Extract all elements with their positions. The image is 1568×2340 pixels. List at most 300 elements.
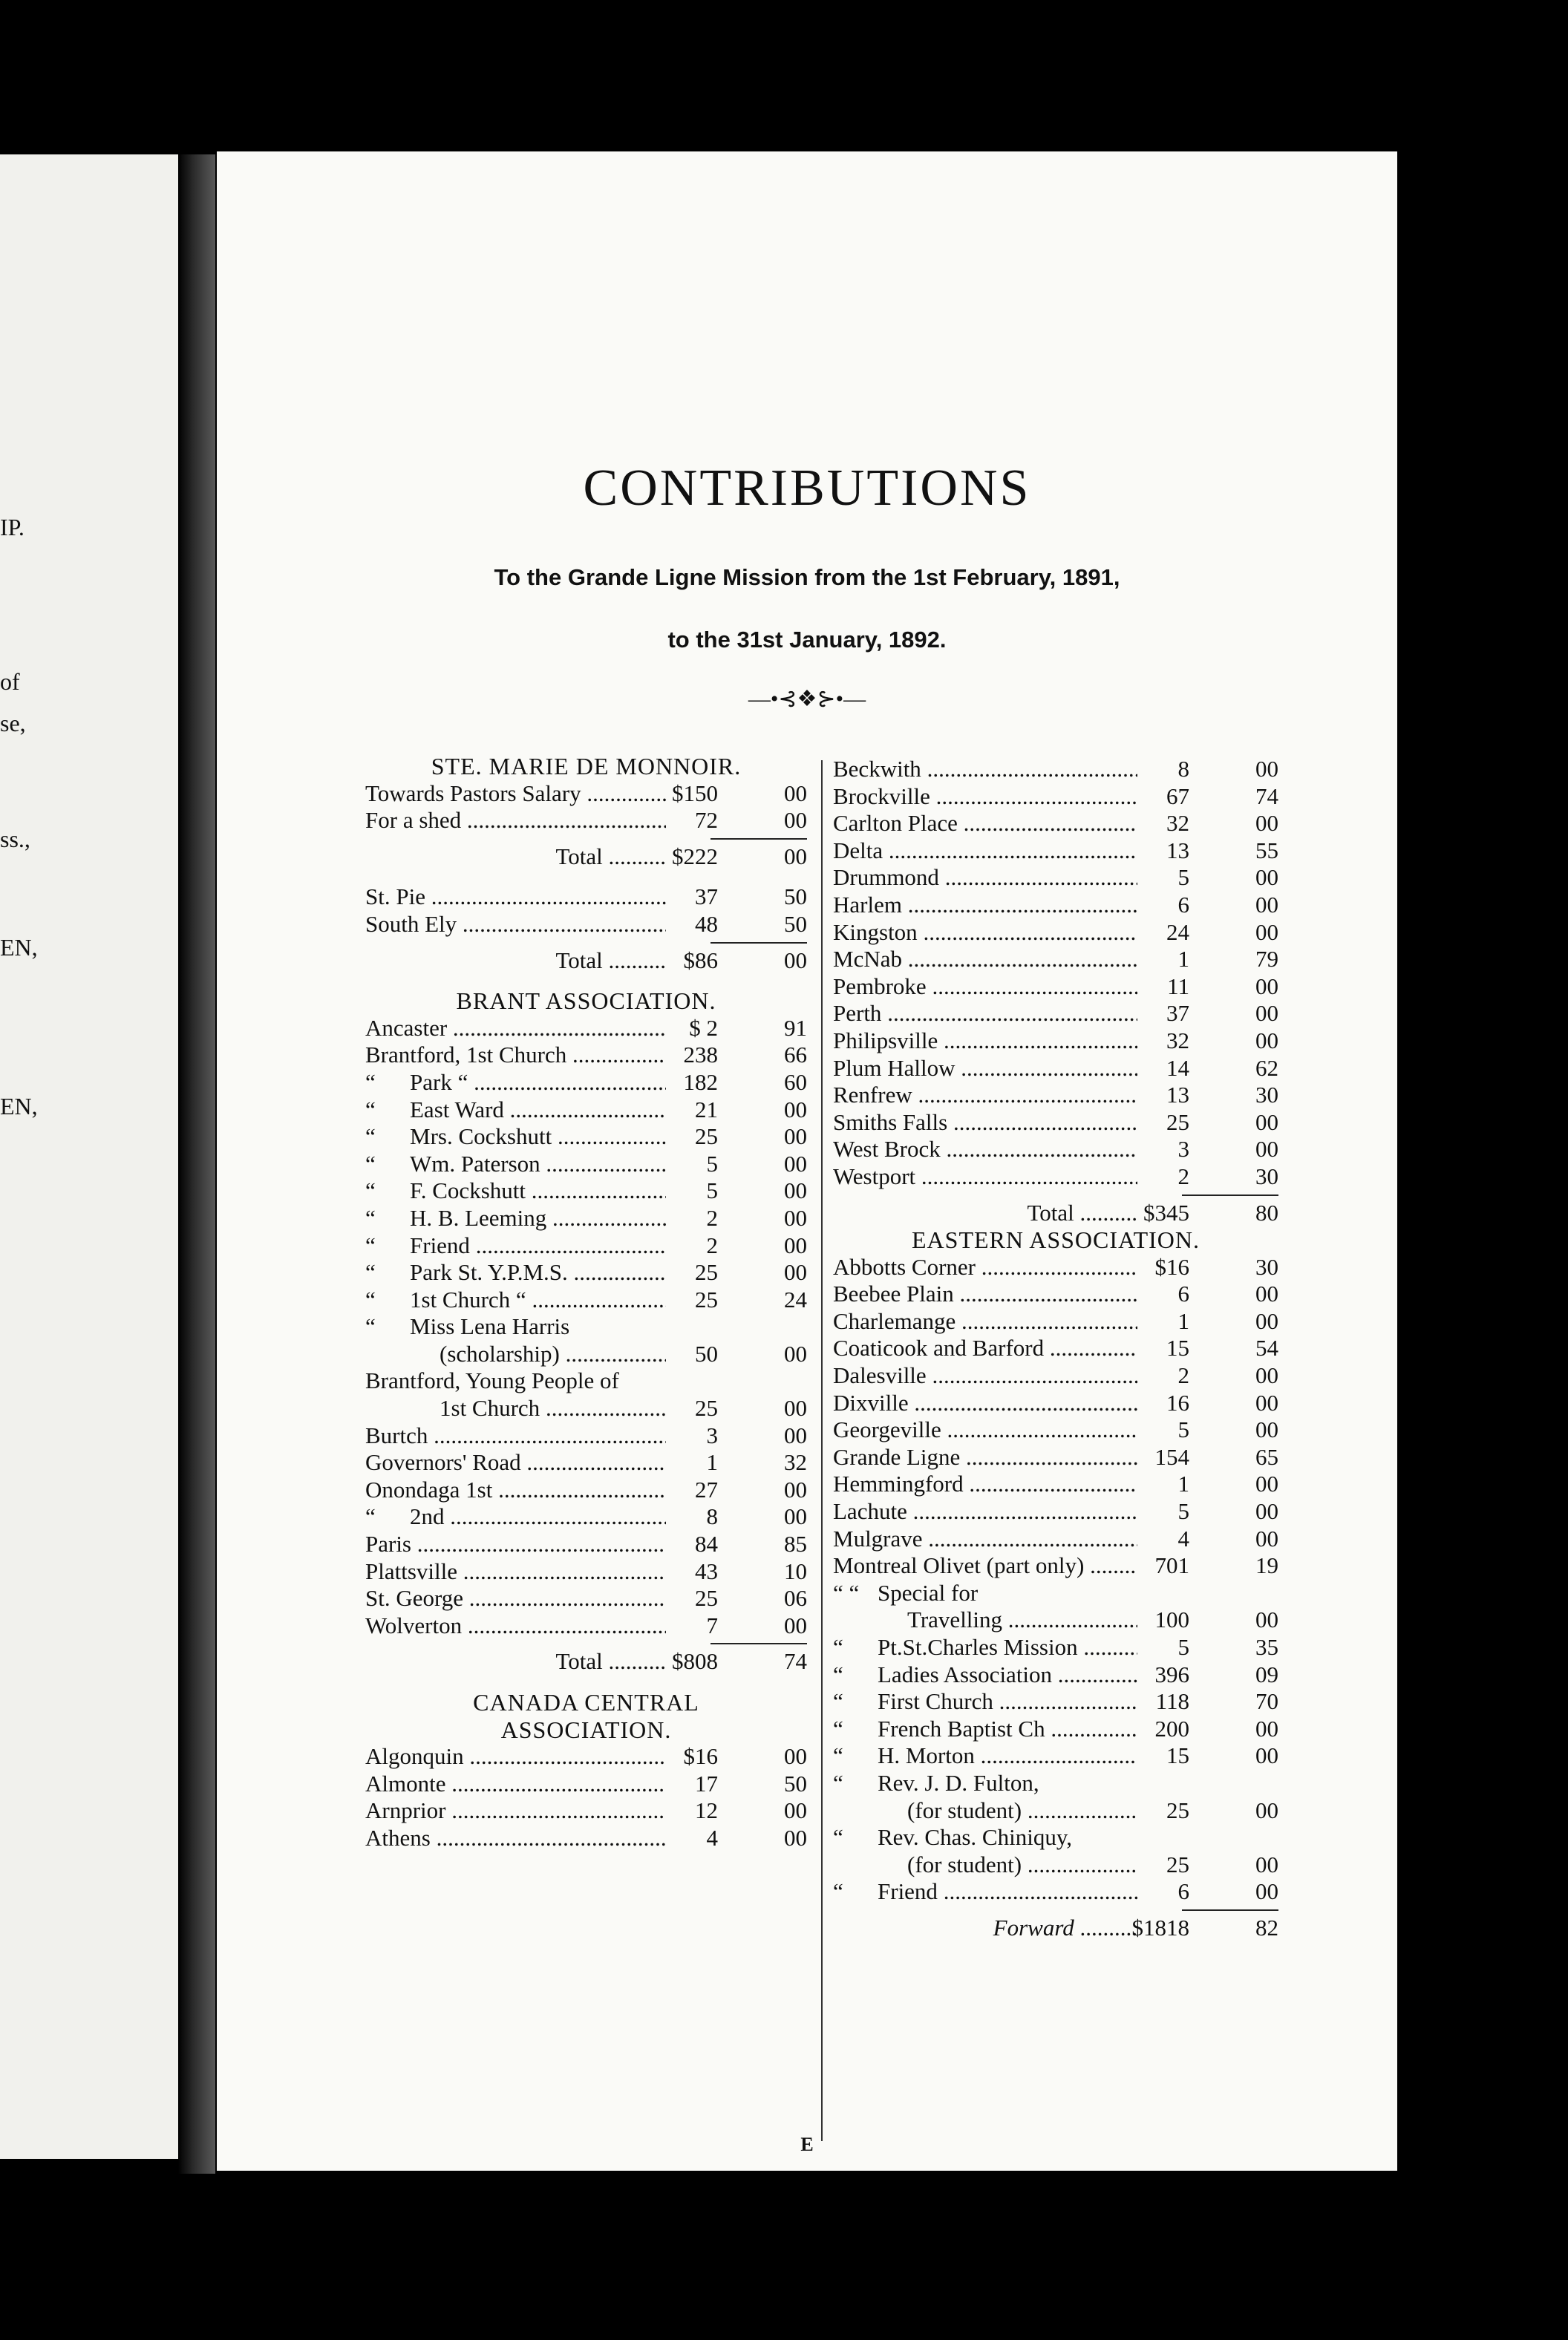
row-text: Ancaster <box>365 1014 448 1041</box>
amount-dollars: 5 <box>706 1150 718 1177</box>
row-text: Park St. Y.P.M.S. <box>410 1259 568 1286</box>
row-text: East Ward <box>410 1096 504 1122</box>
amount-dollars: 17 <box>695 1770 718 1797</box>
row-label <box>365 1395 666 1422</box>
contribution-row <box>833 1824 1278 1852</box>
row-label <box>833 1444 1137 1471</box>
row-text: Special for <box>878 1579 979 1606</box>
contribution-row <box>365 1367 807 1395</box>
row-label <box>833 919 1137 947</box>
row-label <box>555 947 666 975</box>
contribution-row <box>365 807 807 834</box>
row-text: Burtch <box>365 1422 428 1448</box>
page-subtitle-line-1: To the Grande Ligne Mission from the 1st February, 1891, <box>494 564 1120 590</box>
contribution-row <box>833 1308 1278 1336</box>
row-text: Friend <box>410 1232 470 1258</box>
row-text: Westport <box>833 1163 916 1189</box>
contribution-row <box>833 919 1278 947</box>
row-label <box>365 1205 666 1232</box>
amount-cents: 00 <box>1255 1878 1278 1905</box>
amount-cents: 82 <box>1255 1914 1278 1941</box>
amount-cents: 30 <box>1255 1082 1278 1108</box>
row-label <box>833 1000 1137 1027</box>
amount-cents: 00 <box>784 1204 807 1231</box>
amount-cents: 80 <box>1255 1199 1278 1226</box>
amount-cents: 54 <box>1255 1335 1278 1362</box>
row-label <box>365 753 807 780</box>
ditto-mark: “ <box>833 1769 843 1796</box>
amount-cents: 00 <box>1255 864 1278 891</box>
left-fragment: IP. <box>0 514 24 540</box>
row-label <box>365 1558 666 1586</box>
row-label <box>833 892 1137 919</box>
amount-cents: 00 <box>784 1503 807 1530</box>
amount-cents: 00 <box>1255 918 1278 945</box>
row-label <box>833 1055 1137 1082</box>
row-label <box>833 1661 1137 1689</box>
amount-cents: 79 <box>1255 946 1278 973</box>
ditto-mark: “ <box>365 1177 376 1204</box>
row-text: Total <box>555 1648 603 1675</box>
row-label <box>365 1771 666 1798</box>
amount-dollars: 5 <box>706 1177 718 1204</box>
row-text: H. Morton <box>878 1742 975 1769</box>
row-text: Arnprior <box>365 1797 446 1824</box>
contribution-row <box>365 1177 807 1205</box>
amount-cents: 00 <box>784 1612 807 1638</box>
amount-cents: 00 <box>1255 973 1278 999</box>
row-label <box>365 1177 666 1205</box>
contribution-row <box>365 1477 807 1504</box>
row-label <box>833 1416 1137 1444</box>
ditto-mark: “ <box>833 1688 843 1715</box>
section-heading <box>365 1716 807 1744</box>
row-label <box>833 1109 1137 1137</box>
amount-cents: 32 <box>784 1449 807 1476</box>
amount-dollars: 84 <box>695 1531 718 1558</box>
row-label <box>833 1852 1137 1879</box>
row-label <box>833 783 1137 811</box>
contribution-row <box>365 1422 807 1450</box>
amount-dollars: 6 <box>1177 1281 1189 1307</box>
amount-dollars: 25 <box>695 1259 718 1286</box>
row-text: Hemmingford <box>833 1471 964 1497</box>
row-label <box>365 1313 807 1341</box>
row-label <box>833 810 1137 837</box>
amount-dollars: 396 <box>1154 1661 1189 1687</box>
contribution-row <box>365 1259 807 1287</box>
contribution-row <box>833 1552 1278 1580</box>
sum-rule <box>833 1191 1278 1200</box>
row-label <box>833 1281 1137 1308</box>
contribution-row <box>833 946 1278 973</box>
row-text: Philipsville <box>833 1027 938 1053</box>
row-label <box>833 1797 1137 1825</box>
contribution-row <box>833 1607 1278 1634</box>
amount-cents: 00 <box>784 780 807 806</box>
row-text: Brantford, Young People of <box>365 1367 619 1394</box>
contribution-row <box>365 1097 807 1124</box>
amount-cents: 00 <box>1255 1742 1278 1769</box>
row-text: For a shed <box>365 807 462 834</box>
ditto-mark: “ <box>365 1150 376 1177</box>
total-row <box>365 1648 807 1676</box>
amount-cents: 00 <box>1255 1307 1278 1334</box>
row-text: F. Cockshutt <box>410 1177 526 1204</box>
row-label <box>365 780 666 808</box>
amount-dollars: 701 <box>1154 1552 1189 1579</box>
contribution-row <box>833 837 1278 865</box>
row-text: Charlemange <box>833 1307 956 1334</box>
amount-dollars: 7 <box>706 1612 718 1638</box>
amount-dollars: 32 <box>1166 810 1189 837</box>
amount-cents: 00 <box>784 1422 807 1448</box>
amount-dollars: 6 <box>1177 891 1189 918</box>
amount-cents: 66 <box>784 1042 807 1068</box>
amount-dollars: 5 <box>1177 1416 1189 1443</box>
amount-cents: 50 <box>784 883 807 910</box>
row-label <box>833 1362 1137 1390</box>
row-text: H. B. Leeming <box>410 1204 547 1231</box>
row-label <box>1027 1200 1137 1227</box>
row-text: Georgeville <box>833 1416 941 1443</box>
row-text: St. George <box>365 1585 464 1612</box>
amount-dollars: 37 <box>1166 1000 1189 1027</box>
row-text: Brantford, 1st Church <box>365 1042 567 1068</box>
amount-cents: 00 <box>1255 1797 1278 1823</box>
contribution-row <box>365 911 807 938</box>
row-label <box>833 1226 1278 1254</box>
amount-dollars: 43 <box>695 1558 718 1584</box>
amount-dollars: 25 <box>1166 1851 1189 1877</box>
amount-cents: 00 <box>1255 1525 1278 1552</box>
amount-dollars: 67 <box>1166 782 1189 809</box>
row-text: Travelling <box>907 1607 1003 1633</box>
amount-cents: 00 <box>784 1123 807 1150</box>
amount-dollars: 48 <box>695 910 718 937</box>
row-label <box>833 864 1137 892</box>
page-subtitle-line-2: to the 31st January, 1892. <box>667 627 947 653</box>
amount-dollars: 5 <box>1177 864 1189 891</box>
row-label <box>833 1688 1137 1716</box>
row-label <box>993 1915 1137 1942</box>
total-row <box>833 1200 1278 1227</box>
contribution-row <box>833 1109 1278 1137</box>
contribution-row <box>365 1797 807 1825</box>
amount-cents: 00 <box>784 843 807 869</box>
contribution-row <box>365 1771 807 1798</box>
row-text: Dalesville <box>833 1362 927 1389</box>
ditto-mark: “ <box>365 1232 376 1258</box>
contribution-row <box>833 1281 1278 1308</box>
contribution-row <box>833 1335 1278 1362</box>
row-text: Pt.St.Charles Mission <box>878 1634 1078 1660</box>
amount-cents: 00 <box>784 1340 807 1367</box>
row-label <box>833 1136 1137 1163</box>
row-text: Perth <box>833 1000 882 1027</box>
amount-cents: 74 <box>1255 782 1278 809</box>
contribution-row <box>833 1498 1278 1526</box>
row-label <box>833 1471 1137 1498</box>
ditto-mark: “ <box>365 1313 376 1340</box>
contribution-row <box>365 1015 807 1042</box>
amount-dollars: $1818 <box>1131 1914 1189 1941</box>
row-text: (for student) <box>907 1851 1022 1877</box>
amount-cents: 50 <box>784 1770 807 1797</box>
contribution-row <box>365 1151 807 1178</box>
sum-rule <box>365 834 807 843</box>
ornament-divider: —•⊰❖⊱•— <box>748 687 866 711</box>
row-text: Beckwith <box>833 756 921 782</box>
amount-dollars: $86 <box>683 947 718 973</box>
row-text: Ladies Association <box>878 1661 1053 1687</box>
contribution-row <box>833 1716 1278 1743</box>
row-label <box>833 946 1137 973</box>
row-label <box>365 1015 666 1042</box>
contribution-row <box>365 1042 807 1069</box>
contribution-row <box>365 1825 807 1852</box>
ditto-mark: “ <box>365 1123 376 1150</box>
amount-dollars: 25 <box>695 1123 718 1150</box>
total-row <box>365 947 807 975</box>
contribution-row <box>365 1743 807 1771</box>
row-label <box>365 1422 666 1450</box>
spacer <box>365 1676 807 1689</box>
row-text: Smiths Falls <box>833 1108 948 1135</box>
row-text: Algonquin <box>365 1743 464 1770</box>
contribution-row <box>833 1082 1278 1109</box>
row-text: Towards Pastors Salary <box>365 780 581 806</box>
contribution-row <box>833 1526 1278 1553</box>
row-text: Pembroke <box>833 973 927 999</box>
amount-cents: 00 <box>1255 1471 1278 1497</box>
amount-dollars: 32 <box>1166 1027 1189 1053</box>
row-label <box>365 1042 666 1069</box>
contribution-row <box>365 1287 807 1314</box>
amount-dollars: 5 <box>1177 1498 1189 1525</box>
row-text: (for student) <box>907 1797 1022 1823</box>
amount-cents: 00 <box>784 1824 807 1851</box>
row-label <box>833 1824 1278 1852</box>
row-text: Almonte <box>365 1770 446 1797</box>
column-divider <box>821 760 823 2141</box>
contribution-row <box>833 1797 1278 1825</box>
amount-dollars: 13 <box>1166 837 1189 863</box>
row-label <box>365 1367 807 1395</box>
amount-cents: 06 <box>784 1585 807 1612</box>
contribution-row <box>365 1585 807 1612</box>
contribution-row <box>365 1341 807 1368</box>
amount-cents: 19 <box>1255 1552 1278 1579</box>
row-text: Mulgrave <box>833 1525 923 1552</box>
ditto-mark: “ <box>365 1503 376 1530</box>
contribution-row <box>365 1069 807 1097</box>
row-text: (scholarship) <box>440 1340 560 1367</box>
amount-cents: 91 <box>784 1014 807 1041</box>
amount-dollars: 15 <box>1166 1335 1189 1362</box>
contribution-row <box>365 1612 807 1640</box>
contribution-row <box>833 1878 1278 1906</box>
amount-dollars: 25 <box>1166 1108 1189 1135</box>
amount-dollars: 15 <box>1166 1742 1189 1769</box>
row-text: Onondaga 1st <box>365 1476 493 1503</box>
row-text: French Baptist Ch <box>878 1715 1045 1742</box>
row-text: Beebee Plain <box>833 1281 954 1307</box>
row-text: Forward <box>993 1914 1074 1941</box>
contribution-row <box>365 1449 807 1477</box>
amount-dollars: $345 <box>1143 1199 1189 1226</box>
amount-dollars: 8 <box>706 1503 718 1530</box>
row-text: Lachute <box>833 1498 907 1525</box>
row-text: Total <box>555 947 603 973</box>
amount-dollars: 12 <box>695 1797 718 1824</box>
amount-dollars: $150 <box>672 780 718 806</box>
row-text: Montreal Olivet (part only) <box>833 1552 1085 1579</box>
amount-dollars: 21 <box>695 1096 718 1122</box>
row-label <box>365 1716 807 1744</box>
row-text: Wm. Paterson <box>410 1150 540 1177</box>
row-label <box>365 1097 666 1124</box>
amount-dollars: 37 <box>695 883 718 910</box>
left-fragment: ss., <box>0 826 30 852</box>
amount-cents: 55 <box>1255 837 1278 863</box>
amount-cents: 74 <box>784 1648 807 1675</box>
amount-dollars: 11 <box>1167 973 1189 999</box>
contribution-row <box>833 1471 1278 1498</box>
ditto-mark: “ <box>833 1878 843 1905</box>
amount-cents: 00 <box>1255 756 1278 782</box>
amount-dollars: 16 <box>1166 1389 1189 1416</box>
amount-cents: 60 <box>784 1068 807 1095</box>
amount-cents: 00 <box>1255 1389 1278 1416</box>
row-text: Abbotts Corner <box>833 1253 976 1280</box>
row-text: Grande Ligne <box>833 1443 961 1470</box>
contribution-row <box>833 1390 1278 1417</box>
row-label <box>833 1716 1137 1743</box>
ditto-mark: “ <box>833 1661 843 1687</box>
amount-dollars: 25 <box>1166 1797 1189 1823</box>
row-label <box>365 1341 666 1368</box>
row-text: BRANT ASSOCIATION. <box>456 987 716 1015</box>
row-label <box>365 1123 666 1151</box>
row-label <box>365 1259 666 1287</box>
row-label <box>833 1634 1137 1661</box>
contribution-row <box>365 1313 807 1341</box>
amount-cents: 62 <box>1255 1054 1278 1081</box>
contribution-row <box>833 1742 1278 1770</box>
amount-cents: 00 <box>784 1476 807 1503</box>
amount-cents: 35 <box>1255 1634 1278 1660</box>
row-label <box>833 1878 1137 1906</box>
row-label <box>833 1580 1278 1607</box>
amount-cents: 00 <box>784 807 807 834</box>
row-text: Drummond <box>833 864 939 891</box>
amount-dollars: 1 <box>1177 1471 1189 1497</box>
row-text: McNab <box>833 946 902 973</box>
row-label <box>365 1069 666 1097</box>
row-text: Carlton Place <box>833 810 958 837</box>
row-label <box>365 1477 666 1504</box>
contribution-row <box>833 1000 1278 1027</box>
contribution-row <box>833 1055 1278 1082</box>
amount-dollars: 3 <box>706 1422 718 1448</box>
contribution-row <box>833 1634 1278 1661</box>
contribution-row <box>833 864 1278 892</box>
contribution-row <box>833 1362 1278 1390</box>
row-label <box>365 1151 666 1178</box>
contribution-row <box>833 1136 1278 1163</box>
amount-cents: 30 <box>1255 1163 1278 1189</box>
total-row <box>833 1915 1278 1942</box>
contribution-row <box>833 1580 1278 1607</box>
contribution-row <box>833 756 1278 783</box>
row-label <box>365 1797 666 1825</box>
row-label <box>365 911 666 938</box>
amount-dollars: 2 <box>706 1232 718 1258</box>
row-label <box>365 987 807 1015</box>
contribution-row <box>365 1558 807 1586</box>
amount-cents: 30 <box>1255 1253 1278 1280</box>
row-label <box>365 1612 666 1640</box>
amount-dollars: 118 <box>1155 1688 1189 1715</box>
contribution-row <box>365 1123 807 1151</box>
row-label <box>833 1498 1137 1526</box>
ditto-mark: “ <box>365 1096 376 1122</box>
amount-dollars: 1 <box>1177 1307 1189 1334</box>
row-label <box>365 1743 666 1771</box>
row-text: Coaticook and Barford <box>833 1335 1045 1362</box>
amount-cents: 00 <box>1255 1136 1278 1163</box>
sum-rule <box>833 1906 1278 1915</box>
row-text: Total <box>1027 1199 1074 1226</box>
row-text: Mrs. Cockshutt <box>410 1123 552 1150</box>
row-text: Park “ <box>410 1068 468 1095</box>
row-text: West Brock <box>833 1136 941 1163</box>
row-label <box>833 1163 1137 1191</box>
row-label <box>833 1390 1137 1417</box>
amount-cents: 00 <box>784 1150 807 1177</box>
page-title: CONTRIBUTIONS <box>583 460 1031 517</box>
row-label <box>365 883 666 911</box>
row-text: Rev. Chas. Chiniquy, <box>878 1824 1073 1851</box>
amount-dollars: 14 <box>1166 1054 1189 1081</box>
amount-dollars: $222 <box>672 843 718 869</box>
amount-cents: 00 <box>784 1232 807 1258</box>
row-label <box>833 1770 1278 1797</box>
section-heading <box>365 987 807 1015</box>
ditto-mark: “ <box>833 1634 843 1660</box>
amount-cents: 85 <box>784 1531 807 1558</box>
contribution-row <box>833 892 1278 919</box>
contribution-row <box>833 1770 1278 1797</box>
row-label <box>833 1552 1137 1580</box>
amount-cents: 00 <box>1255 1027 1278 1053</box>
ditto-mark: “ <box>833 1742 843 1769</box>
row-text: Delta <box>833 837 883 863</box>
amount-cents: 00 <box>784 1177 807 1204</box>
row-label <box>833 1742 1137 1770</box>
row-text: Total <box>555 843 609 869</box>
amount-dollars: 2 <box>706 1204 718 1231</box>
row-text: Governors' Road <box>365 1449 521 1476</box>
amount-dollars: $808 <box>672 1648 718 1675</box>
amount-cents: 00 <box>1255 1851 1278 1877</box>
contribution-row <box>833 1688 1278 1716</box>
amount-cents: 00 <box>1255 1362 1278 1389</box>
amount-cents: 50 <box>784 910 807 937</box>
row-text: ASSOCIATION. <box>500 1716 672 1743</box>
amount-dollars: 13 <box>1166 1082 1189 1108</box>
